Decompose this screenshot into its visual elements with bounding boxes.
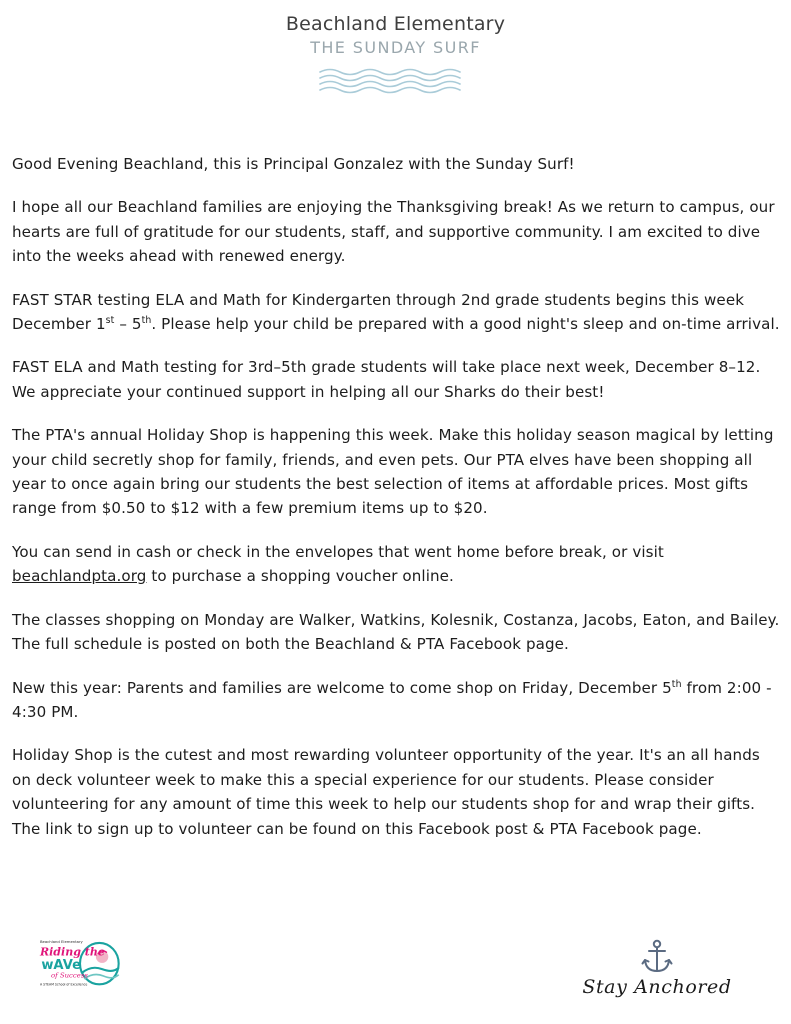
voucher-text-b: to purchase a shopping voucher online. — [146, 567, 454, 586]
stay-anchored-block — [567, 939, 747, 998]
svg-text:Beachland Elementary: Beachland Elementary — [39, 938, 83, 944]
fast-star-ordinal-1: st — [105, 315, 115, 326]
newsletter-header — [0, 0, 791, 99]
fast-star-text-c: . Please help your child be prepared with a good night's sleep and on-time arrival. — [151, 315, 780, 334]
newsletter-title: THE SUNDAY SURF — [310, 38, 481, 57]
anchor-icon — [640, 939, 674, 975]
newsletter-body — [12, 152, 782, 860]
paragraph-fast-star-testing — [12, 288, 782, 337]
fast-star-text-a: FAST STAR testing ELA and Math for Kindergarten through 2nd grade students begins this week December 1 — [12, 290, 745, 334]
svg-text:wAVe: wAVe — [41, 958, 82, 974]
new-this-year-ordinal: th — [671, 678, 682, 690]
school-name: Beachland Elementary — [285, 13, 506, 35]
stay-anchored-text: Stay Anchored — [582, 976, 732, 998]
paragraph-signup-link: The link to sign up to volunteer can be found on this Facebook post & PTA Facebook page. — [12, 819, 702, 838]
paragraph-voucher — [12, 540, 782, 589]
newsletter-footer — [0, 904, 791, 1024]
riding-the-wave-logo — [38, 936, 122, 994]
paragraph-greeting: Good Evening Beachland, this is Principal Gonzalez with the Sunday Surf! — [12, 155, 575, 173]
voucher-text-a: You can send in cash or check in the envelopes that went home before break, or visit — [12, 542, 664, 561]
paragraph-fast-ela-testing: FAST ELA and Math testing for 3rd–5th grade students will take place next week, December 8–12. We appreciate your continued support in helping all our Sharks do their best! — [12, 358, 761, 401]
new-this-year-text-a: New this year: Parents and families are welcome to come shop on Friday, December 5 — [12, 678, 672, 697]
beachlandpta-link[interactable]: beachlandpta.org — [12, 567, 147, 586]
paragraph-new-this-year — [12, 676, 782, 725]
paragraph-holiday-shop: The PTA's annual Holiday Shop is happening this week. Make this holiday season magical by letting your child secretly shop for family, friends, and even pets. Our PTA elves have been shopping all year to once again bring our students the best selection of items at affordable prices. Most gifts range from $0.50 to $12 with a few premium items up to $20. — [12, 426, 774, 518]
paragraph-thanksgiving: I hope all our Beachland families are enjoying the Thanksgiving break! As we return to campus, our hearts are full of gratitude for our students, staff, and supportive community. I am excited to dive into the weeks ahead with renewed energy. — [12, 198, 775, 266]
svg-text:of Success: of Success — [51, 971, 88, 980]
paragraph-monday-classes: The classes shopping on Monday are Walker, Watkins, Kolesnik, Costanza, Jacobs, Eaton, and Bailey. The full schedule is posted on both the Beachland & PTA Facebook page. — [12, 610, 780, 654]
svg-text:Riding the: Riding the — [39, 945, 105, 959]
new-this-year-text-b: from 2:00 - 4:30 PM. — [12, 678, 772, 721]
svg-text:A STEAM School of Excellence: A STEAM School of Excellence — [39, 982, 88, 987]
paragraph-volunteer: Holiday Shop is the cutest and most rewarding volunteer opportunity of the year. It's an all hands on deck volunteer week to make this a special experience for our students. Please consider volunteering for any amount of time this week to help our students shop for and wrap their gifts. — [12, 746, 760, 814]
wave-divider-icon — [316, 67, 476, 95]
fast-star-text-b: – 5 — [114, 315, 142, 334]
fast-star-ordinal-2: th — [141, 315, 152, 326]
